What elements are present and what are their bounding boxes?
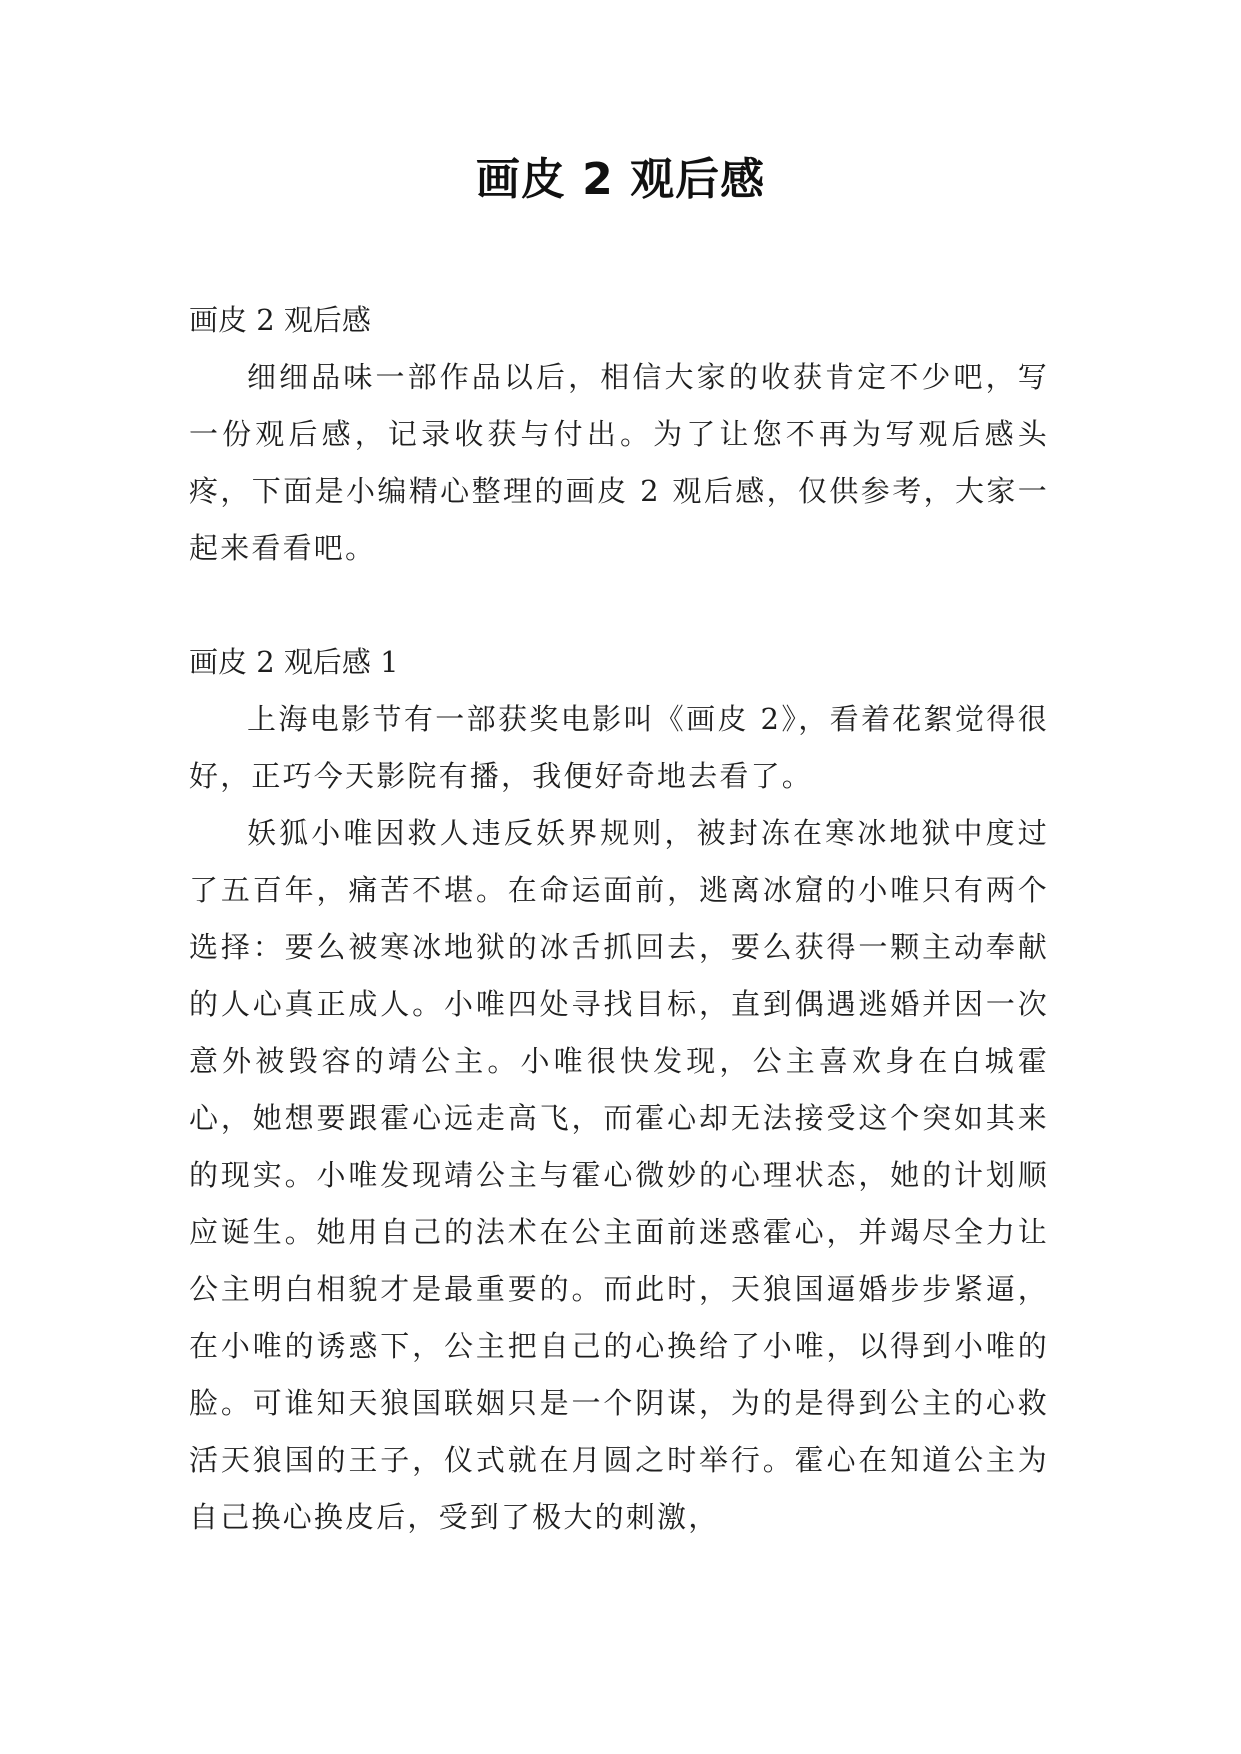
section-1-paragraph-2: 妖狐小唯因救人违反妖界规则，被封冻在寒冰地狱中度过了五百年，痛苦不堪。在命运面前，逃离冰窟的小唯只有两个选择：要么被寒冰地狱的冰舌抓回去，要么获得一颗主动奉献的人心真正成人。小唯四处寻找目标，直到偶遇逃婚并因一次意外被毁容的靖公主。小唯很快发现，公主喜欢身在白城霍心，她想要跟霍心远走高飞，而霍心却无法接受这个突如其来的现实。小唯发现靖公主与霍心微妙的心理状态，她的计划顺应诞生。她用自己的法术在公主面前迷惑霍心，并竭尽全力让公主明白相貌才是最重要的。而此时，天狼国逼婚步步紧逼，在小唯的诱惑下，公主把自己的心换给了小唯，以得到小唯的脸。可谁知天狼国联姻只是一个阴谋，为的是得到公主的心救活天狼国的王子，仪式就在月圆之时举行。霍心在知道公主为自己换心换皮后，受到了极大的刺激，	[189, 816, 1049, 1534]
section-1-paragraph-1: 上海电影节有一部获奖电影叫《画皮 2》，看着花絮觉得很好，正巧今天影院有播，我便好奇地去看了。	[189, 702, 1049, 793]
intro-paragraph: 细细品味一部作品以后，相信大家的收获肯定不少吧，写一份观后感，记录收获与付出。为了让您不再为写观后感头疼，下面是小编精心整理的画皮 2 观后感，仅供参考，大家一起来看看吧。	[189, 360, 1049, 565]
section-1-heading: 画皮 2 观后感 1	[189, 645, 399, 679]
document-title: 画皮 2 观后感	[475, 154, 766, 205]
document-body	[189, 292, 1049, 1546]
intro-heading: 画皮 2 观后感	[189, 303, 371, 337]
